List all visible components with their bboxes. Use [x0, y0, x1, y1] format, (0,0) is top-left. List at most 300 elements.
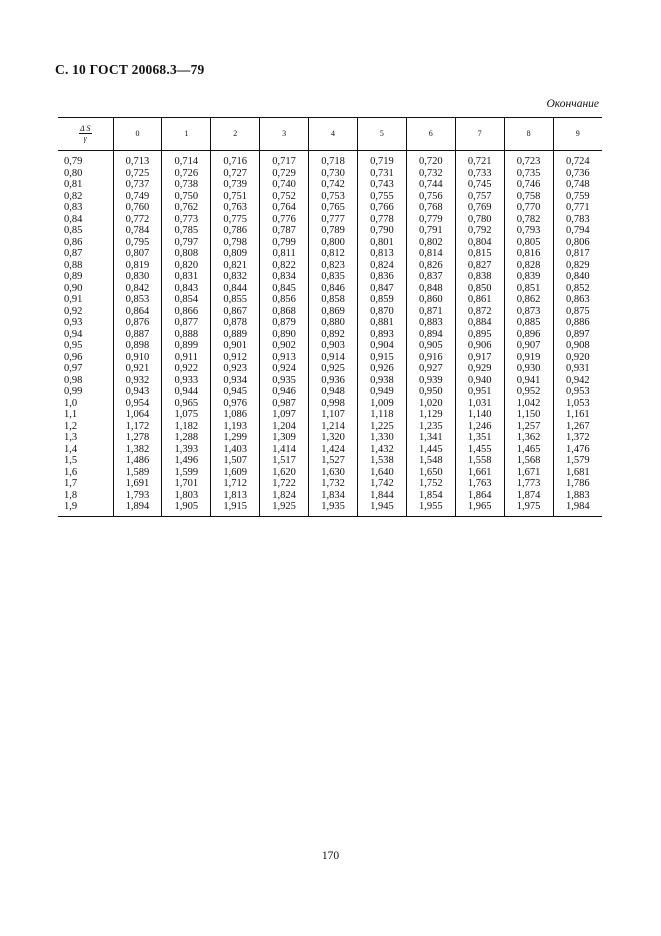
table-cell: 0,902 [260, 340, 309, 352]
column-header: 1 [162, 118, 211, 151]
table-cell: 1,140 [455, 409, 504, 421]
table-cell: 0,856 [260, 294, 309, 306]
table-cell: 1,609 [211, 467, 260, 479]
table-cell: 0,883 [406, 317, 455, 329]
table-row [58, 398, 602, 410]
table-row [58, 202, 602, 214]
table-cell: 0,929 [455, 363, 504, 375]
table-cell: 1,118 [357, 409, 406, 421]
table-cell: 0,838 [455, 271, 504, 283]
table-cell: 0,954 [113, 398, 162, 410]
table-cell: 0,855 [211, 294, 260, 306]
table-cell: 0,919 [504, 352, 553, 364]
table-cell: 0,784 [113, 225, 162, 237]
table-row [58, 179, 602, 191]
table-cell: 0,738 [162, 179, 211, 191]
table-cell: 1,465 [504, 444, 553, 456]
table-cell: 0,780 [455, 214, 504, 226]
table-cell: 1,330 [357, 432, 406, 444]
table-cell: 0,949 [357, 386, 406, 398]
table-cell: 0,943 [113, 386, 162, 398]
row-label-cell: 0,91 [64, 294, 83, 305]
table-cell: 0,880 [309, 317, 358, 329]
row-label-cell: 0,86 [64, 236, 83, 248]
table-cell: 0,842 [113, 283, 162, 295]
table-row [58, 168, 602, 180]
table-cell: 0,805 [504, 237, 553, 249]
table-cell: 0,892 [309, 329, 358, 341]
table-cell: 0,746 [504, 179, 553, 191]
table-cell: 1,905 [162, 501, 211, 516]
table-cell: 0,809 [211, 248, 260, 260]
table-cell: 1,267 [553, 421, 602, 433]
table-cell: 0,881 [357, 317, 406, 329]
table-cell: 0,930 [504, 363, 553, 375]
table-row [58, 501, 602, 516]
table-cell: 0,906 [455, 340, 504, 352]
table-cell: 0,724 [553, 151, 602, 168]
table-cell: 0,836 [357, 271, 406, 283]
table-row [58, 478, 602, 490]
table-cell: 0,863 [553, 294, 602, 306]
row-label-cell: 1,7 [64, 478, 78, 489]
table-cell: 0,800 [309, 237, 358, 249]
table-cell: 1,834 [309, 490, 358, 502]
table-cell: 0,869 [309, 306, 358, 318]
row-label-cell: 0,90 [64, 282, 83, 294]
table-cell: 1,204 [260, 421, 309, 433]
table-cell: 0,872 [455, 306, 504, 318]
table-cell: 1,793 [113, 490, 162, 502]
table-cell: 0,752 [260, 191, 309, 203]
table-cell: 0,871 [406, 306, 455, 318]
table-cell: 0,875 [553, 306, 602, 318]
row-label-cell: 0,83 [64, 202, 83, 213]
table-cell: 0,748 [553, 179, 602, 191]
table-cell: 0,879 [260, 317, 309, 329]
table-cell: 0,945 [211, 386, 260, 398]
table-cell: 0,901 [211, 340, 260, 352]
table-cell: 1,042 [504, 398, 553, 410]
row-label-cell: 0,84 [64, 213, 83, 225]
table-cell: 1,925 [260, 501, 309, 516]
table-row [58, 352, 602, 364]
row-label-cell: 0,88 [64, 259, 83, 271]
table-cell: 1,874 [504, 490, 553, 502]
table-cell: 0,925 [309, 363, 358, 375]
table-cell: 0,859 [357, 294, 406, 306]
table-cell: 0,776 [260, 214, 309, 226]
table-cell: 1,955 [406, 501, 455, 516]
table-cell: 0,905 [406, 340, 455, 352]
table-row [58, 294, 602, 306]
table-cell: 0,885 [504, 317, 553, 329]
table-cell: 0,730 [309, 168, 358, 180]
table-row [58, 271, 602, 283]
table-cell: 0,858 [309, 294, 358, 306]
table-row [58, 432, 602, 444]
table-cell: 1,579 [553, 455, 602, 467]
table-cell: 1,732 [309, 478, 358, 490]
table-cell: 1,382 [113, 444, 162, 456]
table-row [58, 363, 602, 375]
table-cell: 0,804 [455, 237, 504, 249]
table-cell: 0,936 [309, 375, 358, 387]
table-cell: 1,064 [113, 409, 162, 421]
table-cell: 0,726 [162, 168, 211, 180]
table-cell: 0,898 [113, 340, 162, 352]
table-cell: 0,817 [553, 248, 602, 260]
column-header: 2 [211, 118, 260, 151]
table-cell: 0,976 [211, 398, 260, 410]
table-cell: 0,775 [211, 214, 260, 226]
table-cell: 0,713 [113, 151, 162, 168]
table-cell: 0,808 [162, 248, 211, 260]
table-cell: 1,432 [357, 444, 406, 456]
table-cell: 0,721 [455, 151, 504, 168]
table-cell: 1,031 [455, 398, 504, 410]
table-cell: 0,759 [553, 191, 602, 203]
row-label-cell: 1,6 [64, 466, 78, 478]
table-cell: 0,794 [553, 225, 602, 237]
table-row [58, 317, 602, 329]
table-cell: 0,890 [260, 329, 309, 341]
table-cell: 1,351 [455, 432, 504, 444]
table-cell: 1,824 [260, 490, 309, 502]
table-cell: 1,742 [357, 478, 406, 490]
table-cell: 0,768 [406, 202, 455, 214]
table-cell: 0,751 [211, 191, 260, 203]
table-cell: 1,393 [162, 444, 211, 456]
table-cell: 1,150 [504, 409, 553, 421]
table-cell: 0,725 [113, 168, 162, 180]
table-cell: 0,785 [162, 225, 211, 237]
table-row [58, 329, 602, 341]
table-cell: 0,753 [309, 191, 358, 203]
table-cell: 0,831 [162, 271, 211, 283]
corner-numerator: Δ S [79, 123, 91, 133]
page-header: С. 10 ГОСТ 20068.3—79 [55, 62, 205, 77]
row-label-cell: 0,82 [64, 190, 83, 202]
table-cell: 0,797 [162, 237, 211, 249]
table-cell: 0,893 [357, 329, 406, 341]
table-cell: 1,225 [357, 421, 406, 433]
table-cell: 0,868 [260, 306, 309, 318]
table-cell: 1,844 [357, 490, 406, 502]
table-cell: 0,765 [309, 202, 358, 214]
table-cell: 0,770 [504, 202, 553, 214]
table-cell: 1,589 [113, 467, 162, 479]
table-cell: 0,814 [406, 248, 455, 260]
table-cell: 1,362 [504, 432, 553, 444]
table-cell: 0,731 [357, 168, 406, 180]
table-cell: 1,214 [309, 421, 358, 433]
table-cell: 0,839 [504, 271, 553, 283]
table-cell: 0,807 [113, 248, 162, 260]
table-cell: 0,870 [357, 306, 406, 318]
table-cell: 0,845 [260, 283, 309, 295]
table-row [58, 260, 602, 272]
table-cell: 0,822 [260, 260, 309, 272]
table-cell: 0,779 [406, 214, 455, 226]
column-header: 6 [406, 118, 455, 151]
table-header-row [58, 118, 602, 151]
table-cell: 0,716 [211, 151, 260, 168]
table-cell: 1,496 [162, 455, 211, 467]
table-cell: 1,235 [406, 421, 455, 433]
table-cell: 0,897 [553, 329, 602, 341]
table-cell: 1,894 [113, 501, 162, 516]
table-cell: 0,764 [260, 202, 309, 214]
table-cell: 1,517 [260, 455, 309, 467]
table-cell: 1,455 [455, 444, 504, 456]
table-cell: 1,372 [553, 432, 602, 444]
table-cell: 0,821 [211, 260, 260, 272]
row-label-cell: 0,79 [64, 156, 83, 167]
table-cell: 1,650 [406, 467, 455, 479]
table-cell: 1,712 [211, 478, 260, 490]
table-row [58, 444, 602, 456]
table-cell: 0,718 [309, 151, 358, 168]
table-cell: 0,941 [504, 375, 553, 387]
table-cell: 1,445 [406, 444, 455, 456]
table-cell: 0,848 [406, 283, 455, 295]
table-cell: 1,129 [406, 409, 455, 421]
table-cell: 0,782 [504, 214, 553, 226]
table-cell: 0,742 [309, 179, 358, 191]
table-row [58, 237, 602, 249]
table-row [58, 375, 602, 387]
table-cell: 0,745 [455, 179, 504, 191]
table-cell: 1,424 [309, 444, 358, 456]
table-cell: 0,757 [455, 191, 504, 203]
table-cell: 0,926 [357, 363, 406, 375]
table-cell: 0,816 [504, 248, 553, 260]
table-cell: 0,777 [309, 214, 358, 226]
table-cell: 0,843 [162, 283, 211, 295]
row-label-cell: 1,3 [64, 432, 78, 443]
table-cell: 0,769 [455, 202, 504, 214]
table-cell: 0,911 [162, 352, 211, 364]
table-row [58, 340, 602, 352]
table-cell: 1,935 [309, 501, 358, 516]
table-cell: 1,883 [553, 490, 602, 502]
table-cell: 1,257 [504, 421, 553, 433]
table-cell: 0,815 [455, 248, 504, 260]
corner-denominator: γ [83, 133, 87, 143]
table-cell: 0,916 [406, 352, 455, 364]
table-cell: 0,877 [162, 317, 211, 329]
column-header: 5 [357, 118, 406, 151]
table-cell: 0,948 [309, 386, 358, 398]
table-cell: 0,787 [260, 225, 309, 237]
page-number: 170 [321, 850, 340, 862]
table-cell: 0,917 [455, 352, 504, 364]
table-cell: 0,910 [113, 352, 162, 364]
row-label-cell: 0,94 [64, 328, 83, 340]
table-cell: 1,984 [553, 501, 602, 516]
table-cell: 1,278 [113, 432, 162, 444]
table-cell: 0,888 [162, 329, 211, 341]
table-cell: 0,912 [211, 352, 260, 364]
table-cell: 1,599 [162, 467, 211, 479]
table-row [58, 490, 602, 502]
table-cell: 0,866 [162, 306, 211, 318]
table-cell: 1,661 [455, 467, 504, 479]
table-row [58, 455, 602, 467]
table-cell: 1,752 [406, 478, 455, 490]
table-cell: 1,161 [553, 409, 602, 421]
row-label-cell: 0,97 [64, 363, 83, 374]
table-cell: 1,548 [406, 455, 455, 467]
table-cell: 0,899 [162, 340, 211, 352]
table-cell: 1,299 [211, 432, 260, 444]
table-cell: 0,739 [211, 179, 260, 191]
table-cell: 0,938 [357, 375, 406, 387]
table-cell: 0,931 [553, 363, 602, 375]
table-cell: 0,717 [260, 151, 309, 168]
table-cell: 0,907 [504, 340, 553, 352]
table-row [58, 214, 602, 226]
table-cell: 0,828 [504, 260, 553, 272]
table-cell: 1,009 [357, 398, 406, 410]
table-cell: 0,744 [406, 179, 455, 191]
table-cell: 0,835 [309, 271, 358, 283]
table-cell: 1,763 [455, 478, 504, 490]
table-cell: 0,714 [162, 151, 211, 168]
table-cell: 0,823 [309, 260, 358, 272]
table-cell: 0,844 [211, 283, 260, 295]
table-cell: 1,107 [309, 409, 358, 421]
table-cell: 0,887 [113, 329, 162, 341]
table-cell: 0,773 [162, 214, 211, 226]
row-label-cell: 1,5 [64, 455, 78, 466]
table-cell: 0,793 [504, 225, 553, 237]
table-row [58, 386, 602, 398]
table-cell: 0,812 [309, 248, 358, 260]
table-row [58, 421, 602, 433]
table-cell: 0,908 [553, 340, 602, 352]
table-cell: 1,854 [406, 490, 455, 502]
table-cell: 0,766 [357, 202, 406, 214]
table-cell: 1,975 [504, 501, 553, 516]
table-cell: 0,847 [357, 283, 406, 295]
table-cell: 0,798 [211, 237, 260, 249]
row-label-cell: 0,87 [64, 248, 83, 259]
table-cell: 0,743 [357, 179, 406, 191]
table-cell: 0,934 [211, 375, 260, 387]
row-label-cell: 0,96 [64, 351, 83, 363]
continuation-label: Окончание [546, 98, 599, 110]
table-cell: 0,830 [113, 271, 162, 283]
column-header: 7 [455, 118, 504, 151]
table-cell: 1,620 [260, 467, 309, 479]
table-cell: 0,862 [504, 294, 553, 306]
column-header: 0 [113, 118, 162, 151]
table-cell: 1,681 [553, 467, 602, 479]
table-cell: 0,813 [357, 248, 406, 260]
row-label-cell: 1,1 [64, 409, 78, 420]
table-cell: 0,811 [260, 248, 309, 260]
table-cell: 0,851 [504, 283, 553, 295]
table-cell: 1,527 [309, 455, 358, 467]
table-cell: 1,403 [211, 444, 260, 456]
row-label-cell: 0,98 [64, 374, 83, 386]
table-cell: 0,933 [162, 375, 211, 387]
table-cell: 1,691 [113, 478, 162, 490]
table-row [58, 151, 602, 168]
table-cell: 1,476 [553, 444, 602, 456]
table-cell: 0,886 [553, 317, 602, 329]
table-cell: 0,806 [553, 237, 602, 249]
table-cell: 0,802 [406, 237, 455, 249]
table-cell: 0,737 [113, 179, 162, 191]
table-cell: 0,791 [406, 225, 455, 237]
table-cell: 1,538 [357, 455, 406, 467]
table-cell: 0,736 [553, 168, 602, 180]
table-cell: 0,762 [162, 202, 211, 214]
row-label-cell: 0,95 [64, 340, 83, 351]
row-label-cell: 0,85 [64, 225, 83, 236]
column-header: 3 [260, 118, 309, 151]
table-cell: 0,786 [211, 225, 260, 237]
table-cell: 0,921 [113, 363, 162, 375]
table-cell: 0,790 [357, 225, 406, 237]
table-cell: 0,820 [162, 260, 211, 272]
table-cell: 0,783 [553, 214, 602, 226]
table-cell: 1,309 [260, 432, 309, 444]
row-label-cell: 0,81 [64, 179, 83, 190]
table-cell: 1,172 [113, 421, 162, 433]
table-cell: 0,920 [553, 352, 602, 364]
table-cell: 0,801 [357, 237, 406, 249]
row-label-cell: 1,2 [64, 420, 78, 432]
table-cell: 0,853 [113, 294, 162, 306]
table-cell: 0,867 [211, 306, 260, 318]
table-cell: 0,950 [406, 386, 455, 398]
table-cell: 0,760 [113, 202, 162, 214]
table-cell: 0,832 [211, 271, 260, 283]
table-cell: 0,952 [504, 386, 553, 398]
table-cell: 0,827 [455, 260, 504, 272]
table-cell: 0,914 [309, 352, 358, 364]
table-cell: 0,719 [357, 151, 406, 168]
table-cell: 1,288 [162, 432, 211, 444]
table-cell: 0,727 [211, 168, 260, 180]
table-cell: 0,837 [406, 271, 455, 283]
row-label-cell: 1,9 [58, 501, 113, 516]
table-cell: 0,876 [113, 317, 162, 329]
table-cell: 0,852 [553, 283, 602, 295]
column-header: 4 [309, 118, 358, 151]
table-cell: 0,758 [504, 191, 553, 203]
table-cell: 1,965 [455, 501, 504, 516]
table-cell: 0,915 [357, 352, 406, 364]
table-cell: 0,878 [211, 317, 260, 329]
column-header: 9 [553, 118, 602, 151]
table-cell: 0,953 [553, 386, 602, 398]
table-cell: 0,944 [162, 386, 211, 398]
table-cell: 0,935 [260, 375, 309, 387]
table-cell: 1,246 [455, 421, 504, 433]
table-cell: 0,756 [406, 191, 455, 203]
table-cell: 0,795 [113, 237, 162, 249]
table-cell: 1,182 [162, 421, 211, 433]
table-row [58, 467, 602, 479]
table-cell: 0,750 [162, 191, 211, 203]
table-cell: 0,951 [455, 386, 504, 398]
table-row [58, 248, 602, 260]
